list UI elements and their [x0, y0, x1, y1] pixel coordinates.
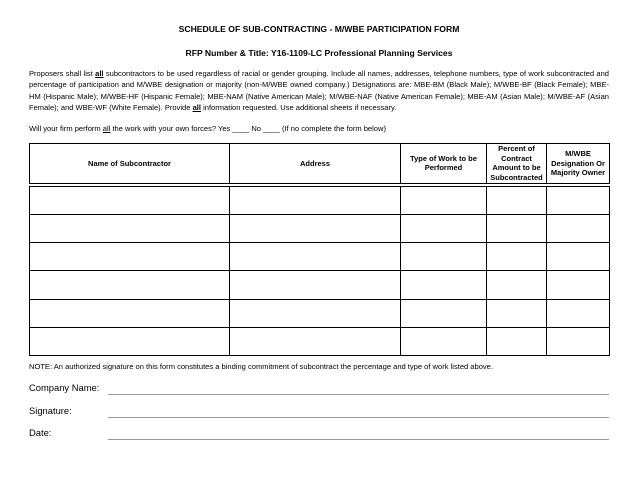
table-row	[30, 299, 610, 327]
cell-percent[interactable]	[487, 327, 547, 355]
table-row	[30, 186, 610, 214]
cell-work-type[interactable]	[401, 214, 487, 242]
table-header-row	[30, 144, 610, 184]
cell-designation[interactable]	[547, 299, 610, 327]
signature-field[interactable]	[29, 405, 609, 419]
header-work-type: Type of Work to be Performed	[401, 144, 487, 184]
cell-name[interactable]	[30, 186, 230, 214]
cell-designation[interactable]	[547, 186, 610, 214]
company-name-line[interactable]	[108, 394, 609, 395]
cell-percent[interactable]	[487, 271, 547, 299]
date-label: Date:	[29, 427, 52, 438]
cell-address[interactable]	[230, 186, 401, 214]
cell-work-type[interactable]	[401, 186, 487, 214]
signature-line[interactable]	[108, 417, 609, 418]
form-title: SCHEDULE OF SUB-CONTRACTING - M/WBE PARTICIPATION FORM	[178, 24, 460, 34]
header-address: Address	[230, 144, 401, 184]
instructions-all-1: all	[95, 69, 104, 78]
table-row	[30, 214, 610, 242]
cell-designation[interactable]	[547, 271, 610, 299]
table-row	[30, 271, 610, 299]
question-all: all	[102, 124, 111, 133]
question-text-2: the work with your own forces? Yes ____ No ____ (If no complete the form below)	[110, 124, 386, 133]
cell-percent[interactable]	[487, 214, 547, 242]
cell-address[interactable]	[230, 299, 401, 327]
cell-designation[interactable]	[547, 214, 610, 242]
cell-address[interactable]	[230, 243, 401, 271]
cell-percent[interactable]	[487, 186, 547, 214]
cell-name[interactable]	[30, 214, 230, 242]
company-name-label: Company Name:	[29, 382, 100, 393]
company-name-field[interactable]	[29, 382, 609, 396]
instructions-paragraph	[29, 68, 609, 114]
cell-address[interactable]	[230, 327, 401, 355]
header-name: Name of Subcontractor	[30, 144, 230, 184]
instructions-text-3: information requested. Use additional sheets if necessary.	[200, 103, 397, 113]
cell-designation[interactable]	[547, 327, 610, 355]
own-forces-question	[29, 124, 619, 133]
signature-label: Signature:	[29, 405, 72, 416]
header-percent: Percent of Contract Amount to be Subcontracted	[487, 144, 547, 184]
cell-percent[interactable]	[487, 299, 547, 327]
instructions-text-1: Proposers shall list	[29, 69, 96, 78]
cell-address[interactable]	[230, 271, 401, 299]
date-line[interactable]	[108, 439, 609, 440]
cell-name[interactable]	[30, 271, 230, 299]
date-field[interactable]	[29, 427, 609, 441]
instructions-all-2: all	[192, 103, 201, 113]
header-designation: M/WBE Designation Or Majority Owner	[547, 144, 610, 184]
table-row	[30, 243, 610, 271]
rfp-line: RFP Number & Title: Y16-1109-LC Professional Planning Services	[185, 48, 453, 58]
cell-work-type[interactable]	[401, 327, 487, 355]
subcontractor-table	[29, 143, 610, 356]
cell-work-type[interactable]	[401, 271, 487, 299]
cell-name[interactable]	[30, 299, 230, 327]
signature-note: NOTE: An authorized signature on this form constitutes a binding commitment of subcontract the percentage and type of work listed above.	[29, 362, 493, 371]
cell-work-type[interactable]	[401, 299, 487, 327]
cell-address[interactable]	[230, 214, 401, 242]
cell-designation[interactable]	[547, 243, 610, 271]
cell-percent[interactable]	[487, 243, 547, 271]
instructions-text-2: subcontractors to be used regardless of racial or gender grouping. Include all names, addresses, telephone numbers, type of work subcontracted and percentage of participation and M/WBE designation or majority (non-M/WBE owned company.) Designations are: MBE-BM (Black Male); M/WBE-BF (Black Female); MBE-HM (Hispanic Male); M/WBE-HF (Hispanic Female); MBE-NAM (Native American Male); M/WBE-NAF (Native American Female); MBE-AM (Asian Male); M/WBE-AF (Asian Female); and WBE-WF (White Female). Provide	[29, 69, 609, 113]
cell-work-type[interactable]	[401, 243, 487, 271]
cell-name[interactable]	[30, 243, 230, 271]
question-text-1: Will your firm perform	[29, 124, 103, 133]
table-row	[30, 327, 610, 355]
cell-name[interactable]	[30, 327, 230, 355]
